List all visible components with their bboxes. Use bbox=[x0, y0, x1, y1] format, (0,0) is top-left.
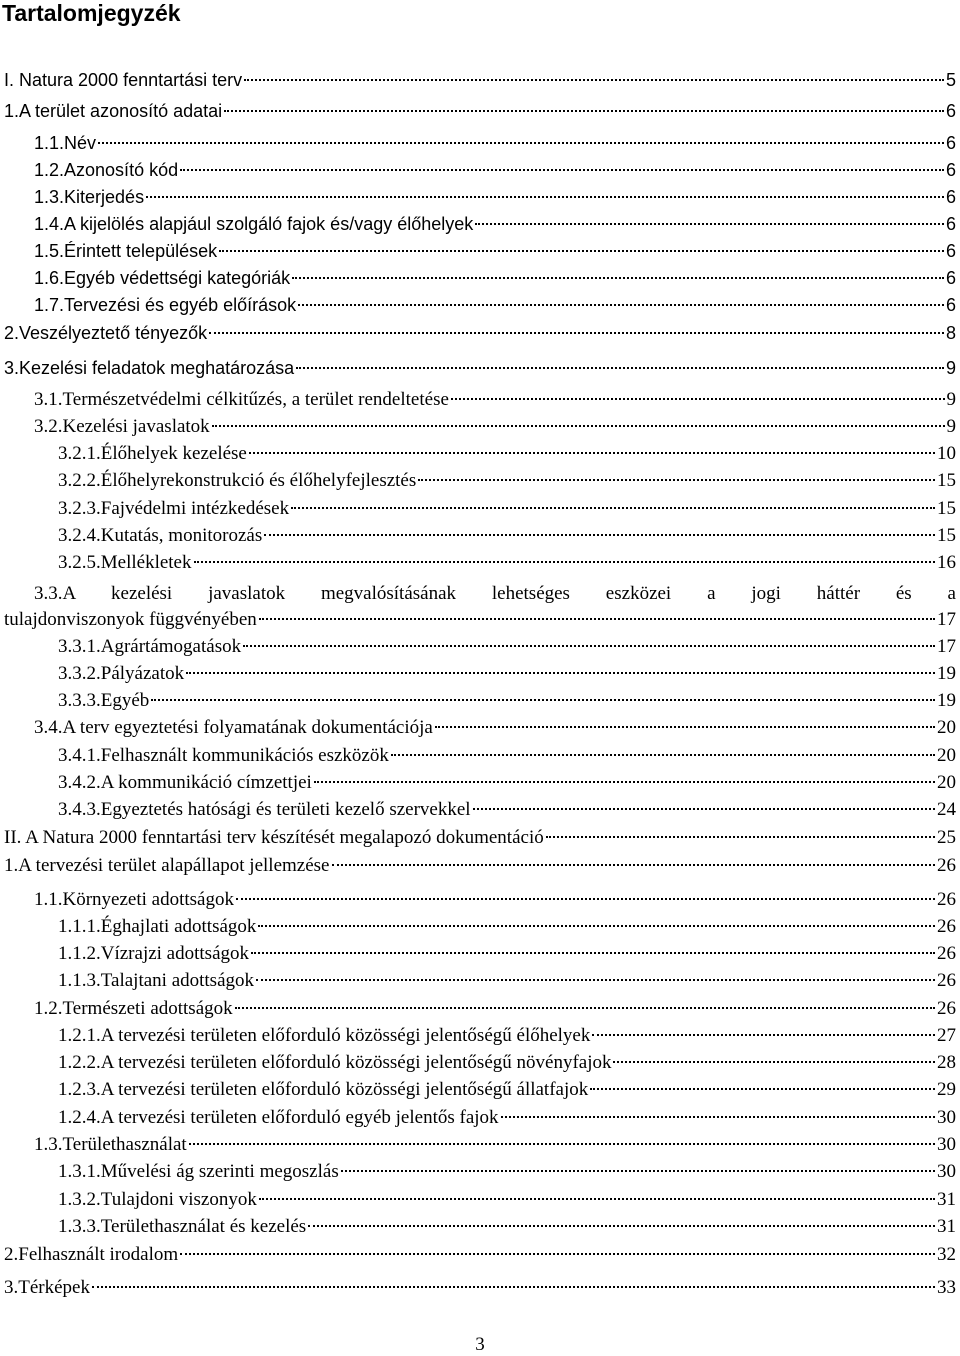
toc-entry-label: 3.3.1.Agrártámogatások bbox=[58, 636, 242, 657]
toc-entry[interactable] bbox=[58, 1023, 956, 1049]
toc-entry[interactable] bbox=[58, 1159, 956, 1185]
dot-leader bbox=[418, 479, 935, 481]
toc-entry[interactable] bbox=[58, 941, 956, 967]
toc-entry-label: 1.3.1.Művelési ág szerinti megoszlás bbox=[58, 1161, 339, 1182]
toc-entry-label: I. Natura 2000 fenntartási terv bbox=[4, 70, 243, 90]
dot-leader bbox=[189, 1143, 935, 1145]
toc-entry-label: 1.A tervezési terület alapállapot jellemzése bbox=[4, 855, 330, 876]
toc-entry[interactable] bbox=[58, 770, 956, 796]
toc-entry[interactable] bbox=[4, 853, 956, 879]
toc-entry-page: 31 bbox=[937, 1189, 956, 1210]
toc-entry[interactable] bbox=[58, 634, 956, 660]
toc-entry[interactable] bbox=[4, 320, 956, 346]
toc-entry-page: 6 bbox=[945, 133, 956, 153]
toc-entry-page: 26 bbox=[937, 889, 956, 910]
dot-leader bbox=[259, 618, 935, 620]
toc-entry-page: 10 bbox=[937, 443, 956, 464]
dot-leader bbox=[291, 507, 935, 509]
toc-entry-page: 16 bbox=[937, 552, 956, 573]
toc-entry-page: 6 bbox=[945, 214, 956, 234]
toc-entry[interactable] bbox=[58, 743, 956, 769]
toc-entry-label: 3.4.A terv egyeztetési folyamatának dokumentációja bbox=[34, 717, 433, 738]
toc-entry-page: 19 bbox=[937, 690, 956, 711]
toc-entry[interactable] bbox=[58, 968, 956, 994]
toc-entry-page: 8 bbox=[945, 323, 956, 343]
toc-entry[interactable] bbox=[58, 441, 956, 467]
toc-entry-label: 3.4.1.Felhasznált kommunikációs eszközök bbox=[58, 745, 389, 766]
dot-leader bbox=[308, 1225, 935, 1227]
toc-entry-page: 15 bbox=[937, 525, 956, 546]
toc-entry-label: 3.3.2.Pályázatok bbox=[58, 663, 185, 684]
dot-leader bbox=[292, 277, 944, 279]
dot-leader bbox=[296, 367, 944, 369]
dot-leader bbox=[235, 1007, 935, 1009]
toc-entry-label: 1.6.Egyéb védettségi kategóriák bbox=[34, 268, 291, 288]
dot-leader bbox=[236, 898, 935, 900]
toc-entry-label: 1.2.1.A tervezési területen előforduló közösségi jelentőségű élőhelyek bbox=[58, 1025, 591, 1046]
dot-leader bbox=[98, 142, 944, 144]
toc-entry[interactable] bbox=[4, 825, 956, 851]
dot-leader bbox=[146, 196, 944, 198]
dot-leader bbox=[212, 425, 945, 427]
toc-entry-page: 9 bbox=[946, 389, 956, 410]
toc-entry-label: 1.3.3.Területhasználat és kezelés bbox=[58, 1216, 307, 1237]
dot-leader bbox=[186, 672, 935, 674]
toc-entry-label: 1.2.2.A tervezési területen előforduló közösségi jelentőségű növényfajok bbox=[58, 1052, 612, 1073]
toc-entry-page: 28 bbox=[937, 1052, 956, 1073]
dot-leader bbox=[224, 110, 944, 112]
dot-leader bbox=[341, 1170, 935, 1172]
toc-entry-page: 5 bbox=[945, 70, 956, 90]
toc-entry[interactable] bbox=[58, 523, 956, 549]
dot-leader bbox=[258, 925, 935, 927]
toc-entry-label: 1.3.2.Tulajdoni viszonyok bbox=[58, 1189, 257, 1210]
dot-leader bbox=[475, 223, 944, 225]
toc-entry-page: 6 bbox=[945, 268, 956, 288]
toc-entry-label: 1.2.Természeti adottságok bbox=[34, 998, 233, 1019]
toc-entry[interactable] bbox=[34, 238, 956, 264]
toc-entry-label: 1.1.Környezeti adottságok bbox=[34, 889, 234, 910]
toc-entry-label: 3.Térképek bbox=[4, 1277, 90, 1298]
toc-entry-page: 6 bbox=[945, 295, 956, 315]
toc-entry-page: 26 bbox=[937, 916, 956, 937]
toc-entry-label: 3.2.Kezelési javaslatok bbox=[34, 416, 210, 437]
toc-entry-label: 1.2.Azonosító kód bbox=[34, 160, 179, 180]
toc-title: Tartalomjegyzék bbox=[2, 0, 181, 26]
dot-leader bbox=[391, 754, 935, 756]
toc-entry-page: 29 bbox=[937, 1079, 956, 1100]
dot-leader bbox=[546, 836, 935, 838]
toc-entry-page: 17 bbox=[937, 636, 956, 657]
toc-entry[interactable] bbox=[34, 130, 956, 156]
toc-entry-page: 26 bbox=[937, 998, 956, 1019]
toc-entry-page: 33 bbox=[937, 1277, 956, 1298]
toc-entry-label: 1.1.2.Vízrajzi adottságok bbox=[58, 943, 250, 964]
toc-entry-label: 2.Veszélyeztető tényezők bbox=[4, 323, 208, 343]
toc-entry-page: 20 bbox=[937, 772, 956, 793]
toc-entry[interactable] bbox=[58, 797, 956, 823]
toc-entry[interactable] bbox=[58, 661, 956, 687]
dot-leader bbox=[180, 1253, 935, 1255]
toc-entry-page: 32 bbox=[937, 1244, 956, 1265]
toc-entry-page: 20 bbox=[937, 745, 956, 766]
toc-entry-label: 1.1.Név bbox=[34, 133, 97, 153]
toc-entry-page: 17 bbox=[937, 609, 956, 630]
toc-entry-label: 2.Felhasznált irodalom bbox=[4, 1244, 179, 1265]
dot-leader bbox=[219, 250, 944, 252]
toc-entry[interactable] bbox=[58, 688, 956, 714]
toc-entry-page: 19 bbox=[937, 663, 956, 684]
dot-leader bbox=[298, 304, 944, 306]
toc-entry-label: 1.3.Kiterjedés bbox=[34, 187, 145, 207]
toc-entry[interactable] bbox=[34, 211, 956, 237]
toc-entry-label: 3.2.1.Élőhelyek kezelése bbox=[58, 443, 247, 464]
toc-entry[interactable] bbox=[4, 1275, 956, 1301]
toc-entry[interactable] bbox=[34, 184, 956, 210]
toc-entry-page: 15 bbox=[937, 470, 956, 491]
dot-leader bbox=[613, 1061, 935, 1063]
toc-entry-label: 1.2.4.A tervezési területen előforduló egyéb jelentős fajok bbox=[58, 1107, 499, 1128]
toc-entry-page: 30 bbox=[937, 1161, 956, 1182]
dot-leader bbox=[590, 1088, 935, 1090]
toc-entry-page: 20 bbox=[937, 717, 956, 738]
toc-entry-page: 9 bbox=[945, 358, 956, 378]
dot-leader bbox=[314, 781, 935, 783]
toc-entry[interactable] bbox=[4, 355, 956, 381]
toc-entry-label: 3.2.5.Mellékletek bbox=[58, 552, 192, 573]
toc-entry[interactable] bbox=[34, 1132, 956, 1158]
toc-entry-label: 1.3.Területhasználat bbox=[34, 1134, 187, 1155]
toc-entry-page: 26 bbox=[937, 970, 956, 991]
toc-entry[interactable] bbox=[58, 1077, 956, 1103]
toc-entry-page: 6 bbox=[945, 160, 956, 180]
toc-entry[interactable] bbox=[4, 98, 956, 124]
dot-leader bbox=[209, 332, 944, 334]
toc-entry[interactable] bbox=[58, 1050, 956, 1076]
toc-entry[interactable] bbox=[58, 550, 956, 576]
toc-entry-page: 26 bbox=[937, 943, 956, 964]
toc-entry-label: 1.A terület azonosító adatai bbox=[4, 101, 223, 121]
dot-leader bbox=[259, 1198, 935, 1200]
toc-entry-label[interactable]: 3.3.A kezelési javaslatok megvalósításának lehetséges eszközei a jogi háttér és a bbox=[34, 583, 956, 604]
toc-entry-label: tulajdonviszonyok függvényében bbox=[4, 609, 257, 630]
toc-entry[interactable] bbox=[34, 715, 956, 741]
toc-entry-label: 3.2.2.Élőhelyrekonstrukció és élőhelyfejlesztés bbox=[58, 470, 417, 491]
toc-entry-label: 3.4.3.Egyeztetés hatósági és területi kezelő szervekkel bbox=[58, 799, 471, 820]
toc-entry[interactable] bbox=[34, 157, 956, 183]
toc-entry-page: 31 bbox=[937, 1216, 956, 1237]
dot-leader bbox=[251, 952, 935, 954]
dot-leader bbox=[332, 864, 936, 866]
dot-leader bbox=[151, 699, 935, 701]
toc-entry-label: 3.2.4.Kutatás, monitorozás bbox=[58, 525, 263, 546]
dot-leader bbox=[501, 1116, 935, 1118]
dot-leader bbox=[92, 1286, 935, 1288]
toc-entry-label: 1.4.A kijelölés alapjául szolgáló fajok és/vagy élőhelyek bbox=[34, 214, 474, 234]
toc-entry-page: 25 bbox=[937, 827, 956, 848]
dot-leader bbox=[592, 1034, 935, 1036]
dot-leader bbox=[264, 534, 935, 536]
toc-entry[interactable] bbox=[34, 887, 956, 913]
toc-entry[interactable] bbox=[58, 496, 956, 522]
toc-entry-page: 30 bbox=[937, 1134, 956, 1155]
toc-entry[interactable] bbox=[58, 1105, 956, 1131]
toc-entry[interactable] bbox=[34, 414, 956, 440]
dot-leader bbox=[435, 726, 935, 728]
toc-entry[interactable] bbox=[4, 1242, 956, 1268]
toc-entry-page: 6 bbox=[945, 187, 956, 207]
dot-leader bbox=[256, 979, 935, 981]
dot-leader bbox=[180, 169, 944, 171]
toc-entry-page: 15 bbox=[937, 498, 956, 519]
toc-entry[interactable] bbox=[58, 914, 956, 940]
toc-entry[interactable] bbox=[34, 996, 956, 1022]
toc-entry[interactable] bbox=[4, 607, 956, 633]
toc-entry-label: 3.Kezelési feladatok meghatározása bbox=[4, 358, 295, 378]
toc-entry-page: 30 bbox=[937, 1107, 956, 1128]
toc-entry-label: 3.1.Természetvédelmi célkitűzés, a terület rendeltetése bbox=[34, 389, 449, 410]
toc-entry[interactable] bbox=[34, 387, 956, 413]
toc-entry-label: 1.1.1.Éghajlati adottságok bbox=[58, 916, 257, 937]
toc-entry-page: 26 bbox=[937, 855, 956, 876]
page-number: 3 bbox=[475, 1334, 485, 1355]
dot-leader bbox=[244, 79, 944, 81]
toc-entry[interactable] bbox=[58, 1187, 956, 1213]
dot-leader bbox=[451, 398, 945, 400]
toc-entry[interactable] bbox=[58, 468, 956, 494]
toc-entry[interactable] bbox=[34, 292, 956, 318]
toc-entry-page: 6 bbox=[945, 241, 956, 261]
toc-entry-page: 24 bbox=[937, 799, 956, 820]
toc-entry-label: 1.1.3.Talajtani adottságok bbox=[58, 970, 255, 991]
dot-leader bbox=[473, 808, 935, 810]
toc-entry-label: 3.4.2.A kommunikáció címzettjei bbox=[58, 772, 312, 793]
dot-leader bbox=[243, 645, 935, 647]
toc-entry-page: 27 bbox=[937, 1025, 956, 1046]
dot-leader bbox=[249, 452, 935, 454]
toc-entry[interactable] bbox=[58, 1214, 956, 1240]
toc-entry[interactable] bbox=[4, 67, 956, 93]
dot-leader bbox=[194, 561, 936, 563]
toc-entry-page: 9 bbox=[946, 416, 956, 437]
toc-entry-page: 6 bbox=[945, 101, 956, 121]
toc-entry-label: 3.3.3.Egyéb bbox=[58, 690, 150, 711]
toc-entry-label: 3.2.3.Fajvédelmi intézkedések bbox=[58, 498, 290, 519]
toc-entry-label: 1.2.3.A tervezési területen előforduló közösségi jelentőségű állatfajok bbox=[58, 1079, 589, 1100]
toc-entry-label: 1.7.Tervezési és egyéb előírások bbox=[34, 295, 297, 315]
toc-entry-label: 1.5.Érintett települések bbox=[34, 241, 218, 261]
toc-entry-label: II. A Natura 2000 fenntartási terv készítését megalapozó dokumentáció bbox=[4, 827, 544, 848]
toc-entry[interactable] bbox=[34, 265, 956, 291]
